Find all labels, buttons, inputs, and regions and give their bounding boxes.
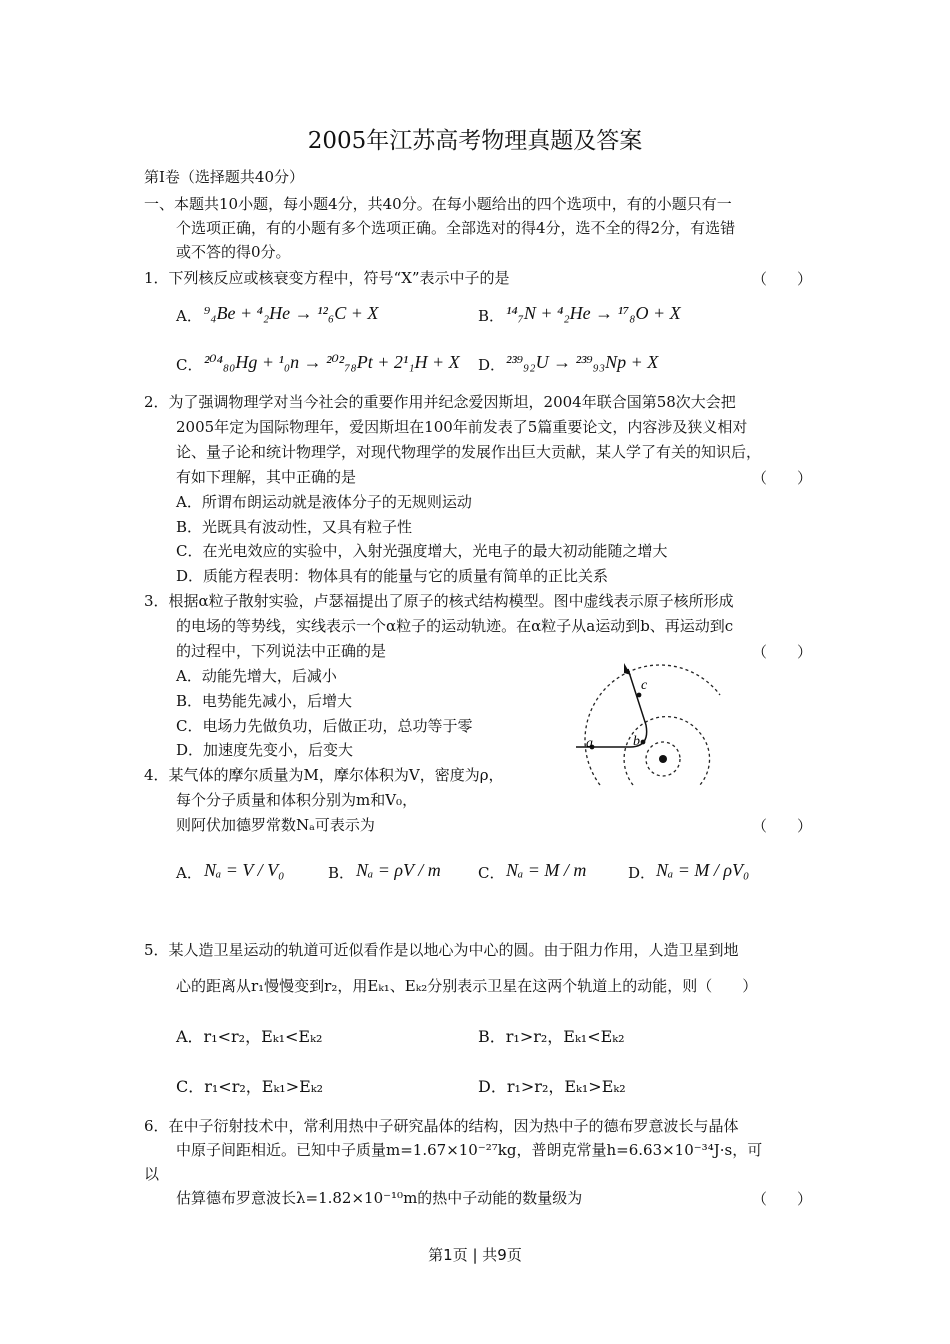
option-label: D． (628, 864, 656, 882)
option-label: A． (176, 307, 202, 325)
question-2-line: 论、量子论和统计物理学，对现代物理学的发展作出巨大贡献，某人学了有关的知识后， (176, 443, 762, 461)
answer-bracket: （ ） (752, 817, 813, 835)
q4-option-d-formula: Nₐ = M / ρV₀ (656, 860, 750, 880)
question-5-line: 5．某人造卫星运动的轨道可近似看作是以地心为中心的圆。由于阻力作用，人造卫星到地 (144, 941, 739, 959)
question-2-option: D．质能方程表明：物体具有的能量与它的质量有简单的正比关系 (176, 567, 609, 585)
answer-bracket: （ ） (752, 1190, 813, 1208)
question-2-option: B．光既具有波动性，又具有粒子性 (176, 518, 413, 536)
question-1-stem: 1．下列核反应或核衰变方程中，符号“X”表示中子的是 (144, 269, 510, 287)
outer-equipotential-arc (585, 665, 720, 785)
question-3-line: 的电场的等势线，实线表示一个α粒子的运动轨迹。在α粒子从a运动到b、再运动到c (176, 617, 734, 635)
question-4-line: 每个分子质量和体积分别为m和V₀， (176, 791, 418, 809)
label-b: b (633, 734, 640, 749)
option-label: B． (328, 864, 355, 882)
instruction-line: 一、本题共10小题，每小题4分，共40分。在每小题给出的四个选项中，有的小题只有一 (144, 195, 732, 213)
option-label: A． (176, 864, 202, 882)
point-b-dot (641, 740, 646, 745)
instruction-line: 个选项正确，有的小题有多个选项正确。全部选对的得4分，选不全的得2分，有选错 (176, 219, 736, 237)
question-2-option: A．所谓布朗运动就是液体分子的无规则运动 (176, 493, 472, 511)
q1-option-a-equation: ⁹₄Be + ⁴₂He → ¹²₆C + X (204, 303, 379, 323)
question-2-line: 2．为了强调物理学对当今社会的重要作用并纪念爱因斯坦，2004年联合国第58次大会把 (144, 393, 736, 411)
question-3-line: 的过程中，下列说法中正确的是 (176, 642, 387, 660)
question-3-option: A．动能先增大，后减小 (176, 667, 337, 685)
question-3-option: D．加速度先变小，后变大 (176, 741, 354, 759)
question-5-option-d: D．r₁>r₂，Eₖ₁>Eₖ₂ (478, 1077, 626, 1096)
question-5-line: 心的距离从r₁慢慢变到r₂，用Eₖ₁、Eₖ₂分别表示卫星在这两个轨道上的动能，则（ ） (176, 977, 758, 995)
question-4-line: 则阿伏加德罗常数Nₐ可表示为 (176, 816, 375, 834)
point-c-dot (637, 693, 642, 698)
middle-equipotential-arc (624, 717, 709, 786)
question-6-line: 6．在中子衍射技术中，常利用热中子研究晶体的结构，因为热中子的德布罗意波长与晶体 (144, 1117, 739, 1135)
question-6-line: 中原子间距相近。已知中子质量m=1.67×10⁻²⁷kg，普朗克常量h=6.63×10⁻³⁴J·s，可 (176, 1141, 763, 1159)
section-heading: 第Ⅰ卷（选择题共40分） (144, 168, 305, 186)
q4-option-a-formula: Nₐ = V / V₀ (204, 860, 285, 880)
option-label: D． (478, 356, 506, 374)
question-5-option-a: A．r₁<r₂，Eₖ₁<Eₖ₂ (176, 1027, 323, 1046)
option-label: B． (478, 307, 505, 325)
instruction-line: 或不答的得0分。 (176, 243, 291, 261)
question-5-option-b: B．r₁>r₂，Eₖ₁<Eₖ₂ (478, 1027, 625, 1046)
option-label: C． (176, 356, 203, 374)
question-2-line: 2005年定为国际物理年，爱因斯坦在100年前发表了5篇重要论文，内容涉及狭义相对 (176, 418, 748, 436)
page-title: 2005年江苏高考物理真题及答案 (307, 128, 643, 154)
question-3-option: C．电场力先做负功，后做正功，总功等于零 (176, 717, 473, 735)
answer-bracket: （ ） (752, 270, 813, 288)
answer-bracket: （ ） (752, 469, 813, 487)
q1-option-b-equation: ¹⁴₇N + ⁴₂He → ¹⁷₈O + X (506, 303, 681, 323)
option-label: C． (478, 864, 505, 882)
nucleus-dot (659, 755, 667, 763)
q4-option-c-formula: Nₐ = M / m (506, 860, 587, 880)
q1-option-c-equation: ²⁰⁴₈₀Hg + ¹₀n → ²⁰²₇₈Pt + 2¹₁H + X (204, 352, 460, 372)
question-3-option: B．电势能先减小，后增大 (176, 692, 353, 710)
answer-bracket: （ ） (752, 643, 813, 661)
question-2-line: 有如下理解，其中正确的是 (176, 468, 357, 486)
label-c: c (641, 678, 648, 693)
question-6-line: 以 (144, 1165, 160, 1183)
question-2-option: C．在光电效应的实验中，入射光强度增大，光电子的最大初动能随之增大 (176, 542, 668, 560)
page-footer: 第1页 | 共9页 (428, 1246, 522, 1264)
question-4-line: 4．某气体的摩尔质量为M，摩尔体积为V，密度为ρ， (144, 766, 504, 784)
q1-option-d-equation: ²³⁹₉₂U → ²³⁹₉₃Np + X (506, 352, 659, 372)
label-a: a (586, 736, 593, 751)
alpha-scattering-figure (560, 655, 730, 795)
q4-option-b-formula: Nₐ = ρV / m (356, 860, 441, 880)
question-5-option-c: C．r₁<r₂，Eₖ₁>Eₖ₂ (176, 1077, 324, 1096)
question-3-line: 3．根据α粒子散射实验，卢瑟福提出了原子的核式结构模型。图中虚线表示原子核所形成 (144, 592, 734, 610)
question-6-line: 估算德布罗意波长λ=1.82×10⁻¹⁰m的热中子动能的数量级为 (176, 1189, 583, 1207)
